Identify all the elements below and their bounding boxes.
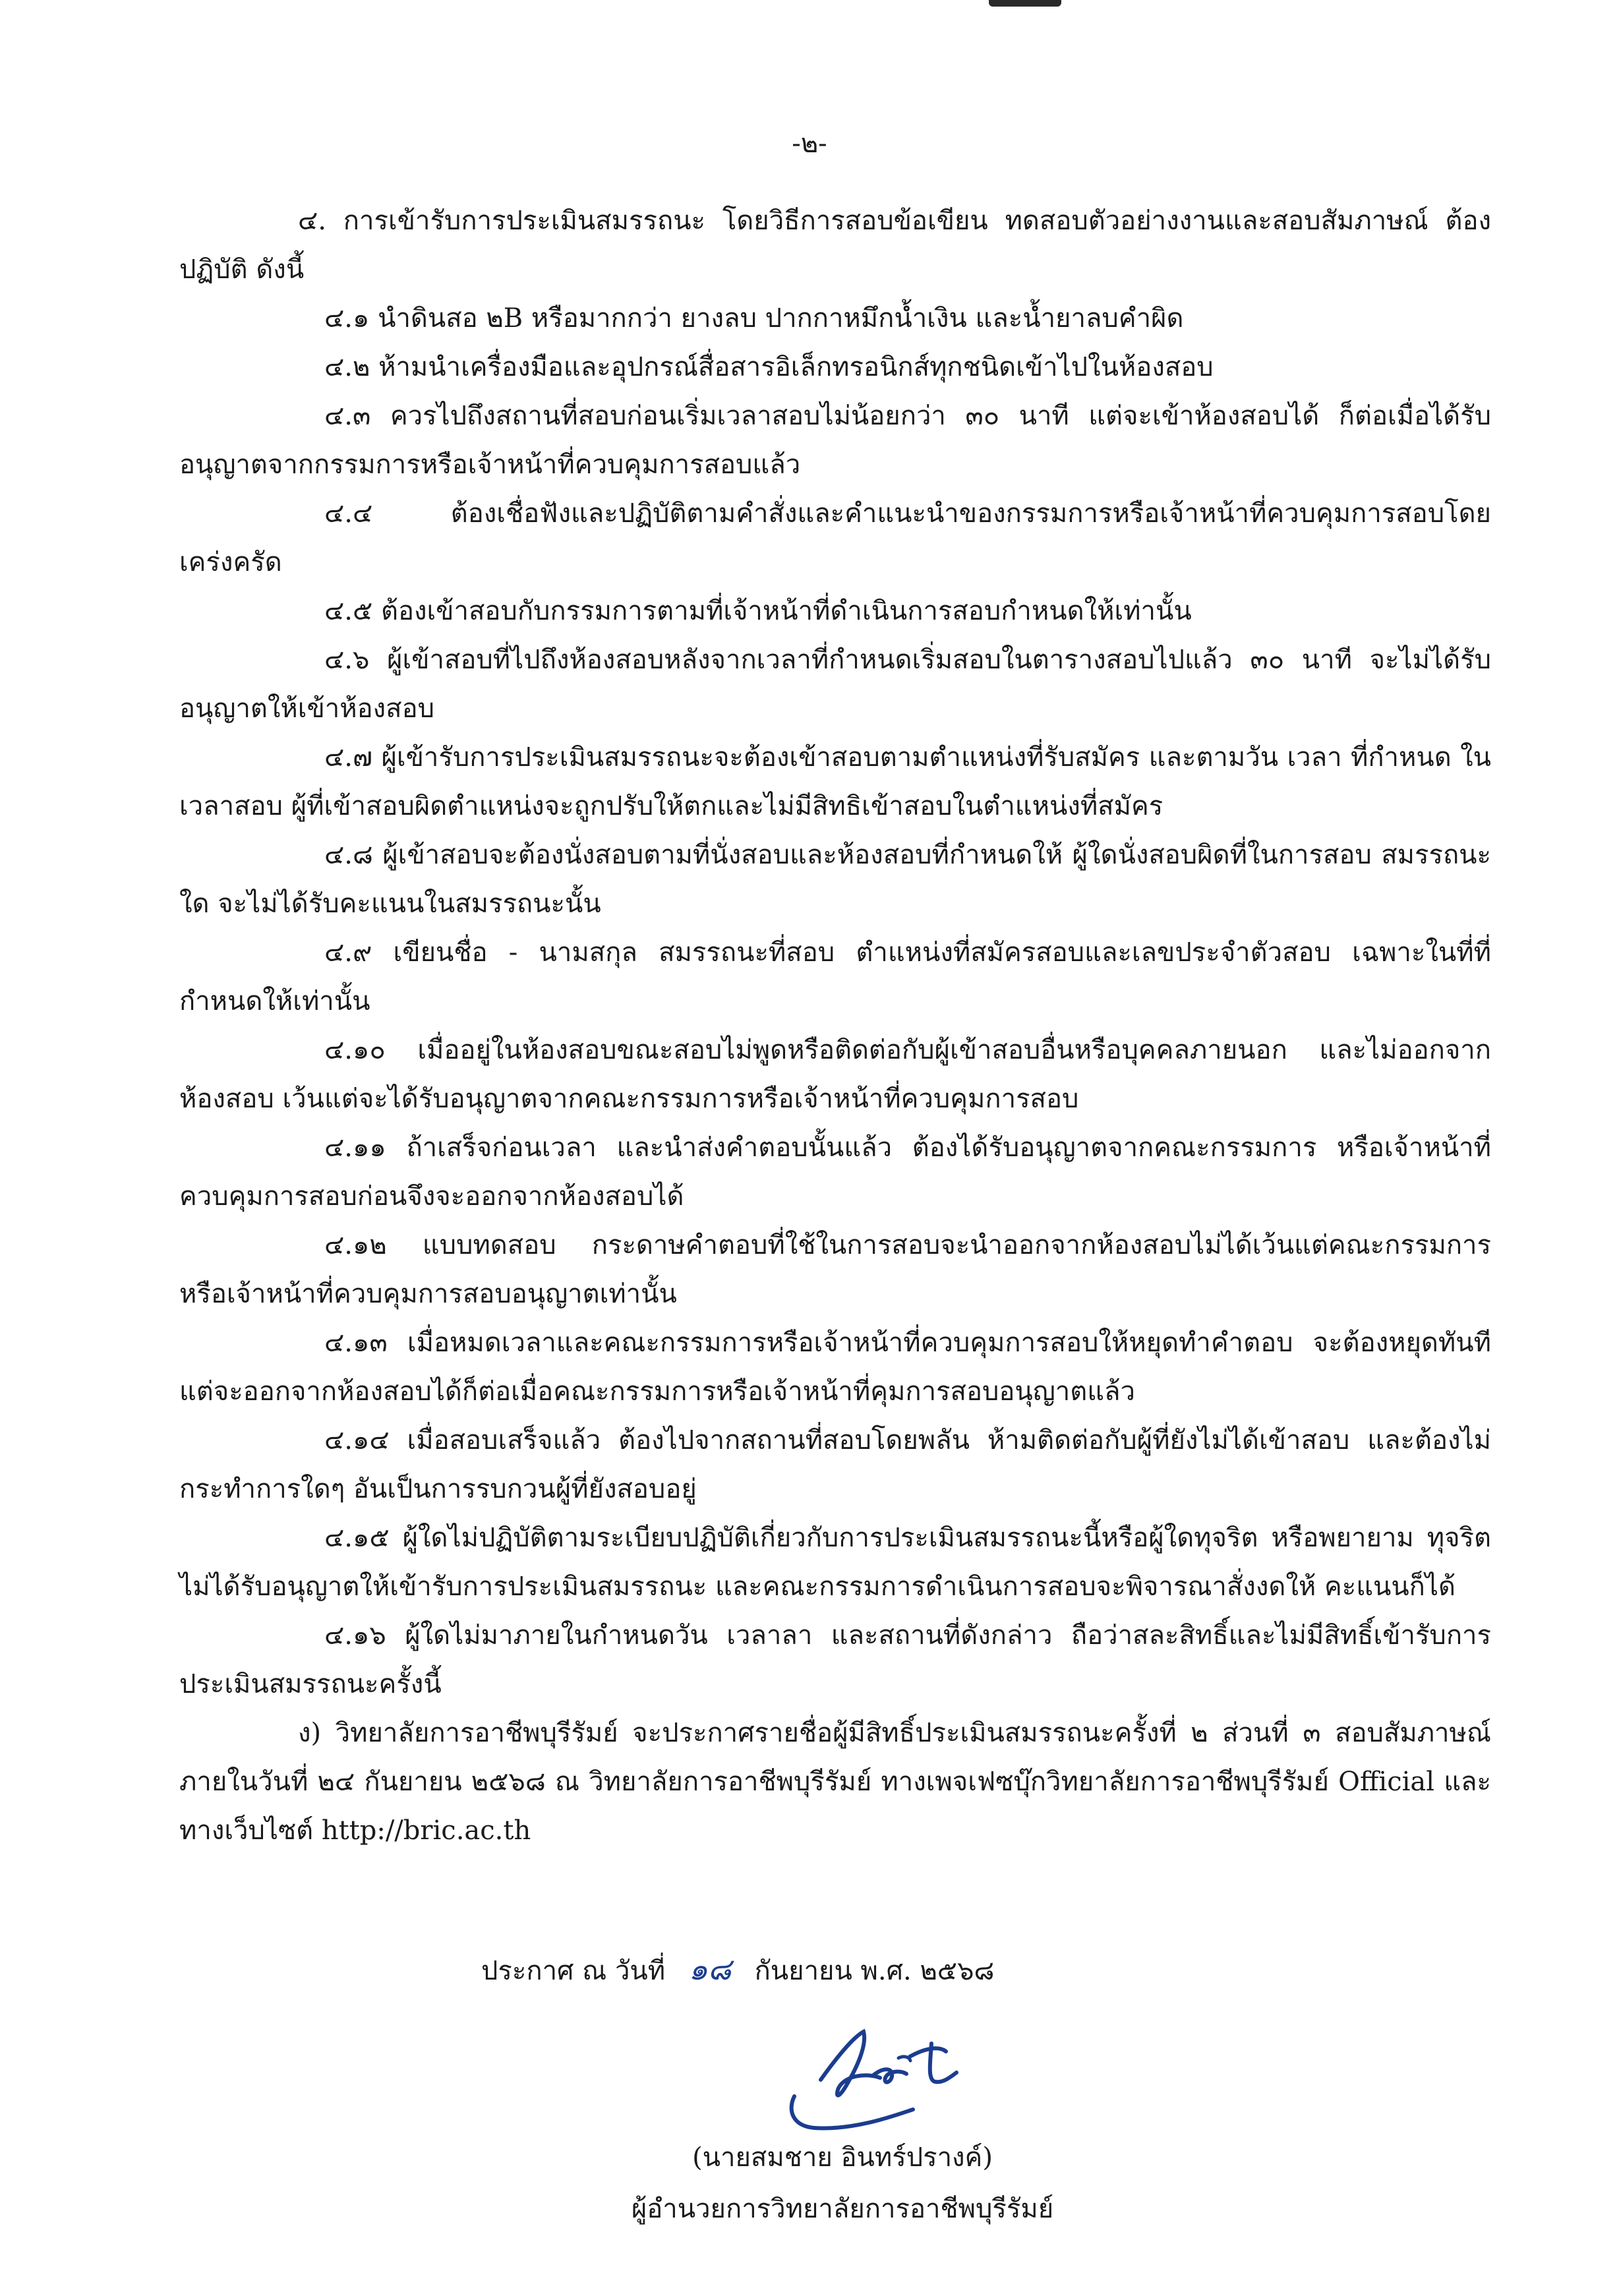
list-item: ๔.๕ ต้องเข้าสอบกับกรรมการตามที่เจ้าหน้าที่ดำเนินการสอบกำหนดให้เท่านั้น — [324, 596, 1192, 626]
list-item: ๔.๑๓ เมื่อหมดเวลาและคณะกรรมการหรือเจ้าหน้าที่ควบคุมการสอบให้หยุดทำคำตอบ จะต้องหยุดทันที แต่จะออกจากห้องสอบได้ก็ต่อเมื่อคณะกรรมการหรือเจ้าหน้าที่คุมการสอบอนุญาตแล้ว — [179, 1328, 1491, 1407]
date-prefix: ประกาศ ณ วันที่ — [481, 1956, 666, 1986]
announcement-body — [179, 196, 1491, 1855]
list-item: ๔.๑๑ ถ้าเสร็จก่อนเวลา และนำส่งคำตอบนั้นแล้ว ต้องได้รับอนุญาตจากคณะกรรมการ หรือเจ้าหน้าที่ ควบคุมการสอบก่อนจึงจะออกจากห้องสอบได้ — [179, 1133, 1491, 1212]
handwritten-day: ๑๘ — [688, 1951, 732, 1987]
list-item: ๔.๔ ต้องเชื่อฟังและปฏิบัติตามคำสั่งและคำแนะนำของกรรมการหรือเจ้าหน้าที่ควบคุมการสอบโดย เคร่งครัด — [179, 498, 1491, 577]
announcement-date-line — [481, 1946, 1272, 1994]
list-item: ๔.๑๔ เมื่อสอบเสร็จแล้ว ต้องไปจากสถานที่สอบโดยพลัน ห้ามติดต่อกับผู้ที่ยังไม่ได้เข้าสอบ และต้องไม่ กระทำการใดๆ อันเป็นการรบกวนผู้ที่ยังสอบอยู่ — [179, 1425, 1491, 1504]
list-item: ๔.๘ ผู้เข้าสอบจะต้องนั่งสอบตามที่นั่งสอบและห้องสอบที่กำหนดให้ ผู้ใดนั่งสอบผิดที่ในการสอบ สมรรถนะใด จะไม่ได้รับคะแนนในสมรรถนะนั้น — [179, 840, 1491, 919]
list-item: ๔. การเข้ารับการประเมินสมรรถนะ โดยวิธีการสอบข้อเขียน ทดสอบตัวอย่างงานและสอบสัมภาษณ์ ต้องปฏิบัติ ดังนี้ — [179, 206, 1491, 285]
scan-edge-mark — [989, 0, 1061, 7]
list-item: ๔.๗ ผู้เข้ารับการประเมินสมรรถนะจะต้องเข้าสอบตามตำแหน่งที่รับสมัคร และตามวัน เวลา ที่กำหนด ในเวลาสอบ ผู้ที่เข้าสอบผิดตำแหน่งจะถูกปรับให้ตกและไม่มีสิทธิเข้าสอบในตำแหน่งที่สมัคร — [179, 742, 1491, 821]
list-item: ๔.๙ เขียนชื่อ - นามสกุล สมรรถนะที่สอบ ตำแหน่งที่สมัครสอบและเลขประจำตัวสอบ เฉพาะในที่ที่ กำหนดให้เท่านั้น — [179, 937, 1491, 1016]
list-item: ๔.๑๐ เมื่ออยู่ในห้องสอบขณะสอบไม่พูดหรือติดต่อกับผู้เข้าสอบอื่นหรือบุคคลภายนอก และไม่ออกจาก ห้องสอบ เว้นแต่จะได้รับอนุญาตจากคณะกรรมการหรือเจ้าหน้าที่ควบคุมการสอบ — [179, 1035, 1491, 1114]
list-item: ๔.๒ ห้ามนำเครื่องมือและอุปกรณ์สื่อสารอิเล็กทรอนิกส์ทุกชนิดเข้าไปในห้องสอบ — [324, 352, 1214, 382]
list-item: ๔.๑ นำดินสอ ๒B หรือมากกว่า ยางลบ ปากกาหมึกน้ำเงิน และน้ำยาลบคำผิด — [324, 303, 1184, 334]
date-suffix: กันยายน พ.ศ. ๒๕๖๘ — [754, 1956, 995, 1986]
list-item: ๔.๑๒ แบบทดสอบ กระดาษคำตอบที่ใช้ในการสอบจะนำออกจากห้องสอบไม่ได้เว้นแต่คณะกรรมการ หรือเจ้าหน้าที่ควบคุมการสอบอนุญาตเท่านั้น — [179, 1230, 1491, 1309]
list-item: ๔.๑๕ ผู้ใดไม่ปฏิบัติตามระเบียบปฏิบัติเกี่ยวกับการประเมินสมรรถนะนี้หรือผู้ใดทุจริต หรือพยายาม ทุจริตไม่ได้รับอนุญาตให้เข้ารับการประเมินสมรรถนะ และคณะกรรมการดำเนินการสอบจะพิจารณาสั่งงดให้ คะแนนก็ได้ — [179, 1523, 1491, 1602]
signatory-name: (นายสมชาย อินทร์ปรางค์) — [692, 2142, 993, 2173]
page-number: -๒- — [792, 129, 827, 159]
announcement-note: ง) วิทยาลัยการอาชีพบุรีรัมย์ จะประกาศรายชื่อผู้มีสิทธิ์ประเมินสมรรถนะครั้งที่ ๒ ส่วนที่ ๓ สอบสัมภาษณ์ ภายในวันที่ ๒๔ กันยายน ๒๕๖๘ ณ วิทยาลัยการอาชีพบุรีรัมย์ ทางเพจเฟซบุ๊กวิทยาลัยการอาชีพบุรีรัมย์ Official และทางเว็บไซต์ http://bric.ac.th — [179, 1718, 1491, 1846]
list-item: ๔.๑๖ ผู้ใดไม่มาภายในกำหนดวัน เวลาลา และสถานที่ดังกล่าว ถือว่าสละสิทธิ์และไม่มีสิทธิ์เข้ารับการ ประเมินสมรรถนะครั้งนี้ — [179, 1620, 1491, 1699]
signatory-title: ผู้อำนวยการวิทยาลัยการอาชีพบุรีรัมย์ — [631, 2194, 1054, 2224]
list-item: ๔.๖ ผู้เข้าสอบที่ไปถึงห้องสอบหลังจากเวลาที่กำหนดเริ่มสอบในตารางสอบไปแล้ว ๓๐ นาที จะไม่ได้รับ อนุญาตให้เข้าห้องสอบ — [179, 645, 1491, 724]
list-item: ๔.๓ ควรไปถึงสถานที่สอบก่อนเริ่มเวลาสอบไม่น้อยกว่า ๓๐ นาที แต่จะเข้าห้องสอบได้ ก็ต่อเมื่อได้รับ อนุญาตจากกรรมการหรือเจ้าหน้าที่ควบคุมการสอบแล้ว — [179, 401, 1491, 480]
signature-image — [775, 2017, 999, 2142]
